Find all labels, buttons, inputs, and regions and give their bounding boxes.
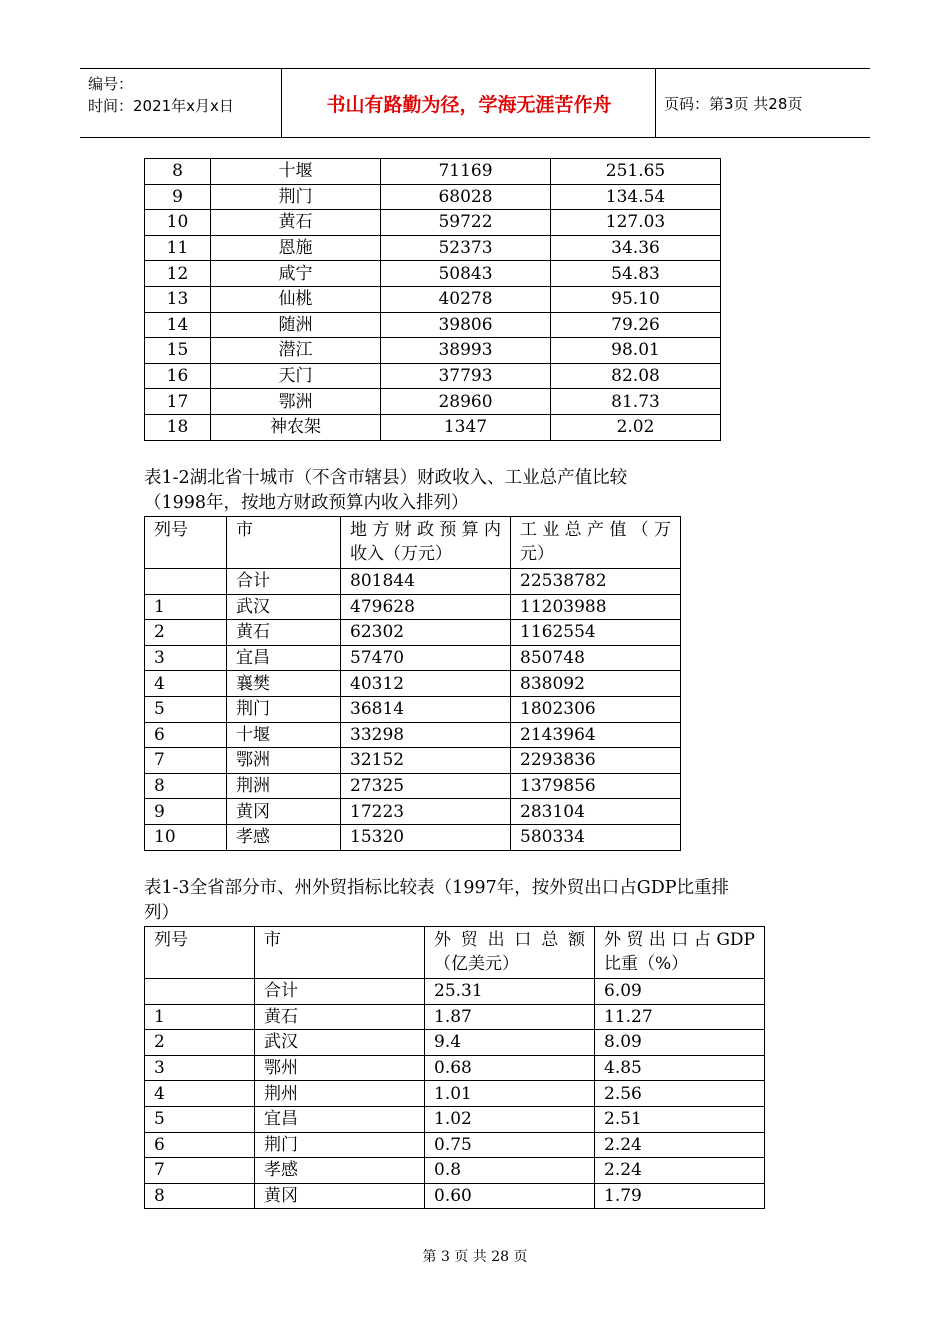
table-cell: 11.27 xyxy=(595,1004,765,1030)
table-row xyxy=(145,286,721,312)
table-cell: 潜江 xyxy=(211,338,381,364)
table-cell: 黄石 xyxy=(227,620,341,646)
table-cell: 0.68 xyxy=(425,1055,595,1081)
table-header-row xyxy=(145,517,681,569)
table-cell: 0.60 xyxy=(425,1183,595,1209)
table-cell: 3 xyxy=(145,645,227,671)
table-cell: 7 xyxy=(145,1158,255,1184)
table-row xyxy=(145,824,681,850)
table-cell: 合计 xyxy=(227,569,341,595)
table-cell: 荆门 xyxy=(211,184,381,210)
document-number-label: 编号： xyxy=(88,75,134,93)
header-revenue-line2: 收入（万元） xyxy=(350,544,452,564)
table-row xyxy=(145,620,681,646)
table-cell: 79.26 xyxy=(551,312,721,338)
table-row xyxy=(145,1030,765,1056)
table-header-row xyxy=(145,927,765,979)
table-cell: 黄石 xyxy=(255,1004,425,1030)
header-share-line1: 外贸出口占GDP xyxy=(604,930,755,950)
table-cell: 2.24 xyxy=(595,1158,765,1184)
table-cell: 81.73 xyxy=(551,389,721,415)
table-cell: 2293836 xyxy=(511,748,681,774)
table-row xyxy=(145,235,721,261)
table-cell: 10 xyxy=(145,210,211,236)
table-cell: 3 xyxy=(145,1055,255,1081)
table-cell: 40312 xyxy=(341,671,511,697)
table2-caption-line2: （1998年，按地方财政预算内收入排列） xyxy=(144,493,469,513)
page-footer: 第 3 页 共 28 页 xyxy=(422,1249,528,1265)
table-cell: 2.24 xyxy=(595,1132,765,1158)
table-cell: 4.85 xyxy=(595,1055,765,1081)
header-motto: 书山有路勤为径，学海无涯苦作舟 xyxy=(283,69,656,137)
table-cell: 8.09 xyxy=(595,1030,765,1056)
header-col-industrial-output xyxy=(511,517,681,569)
table-cell: 52373 xyxy=(381,235,551,261)
table-cell: 27325 xyxy=(341,773,511,799)
table-cell: 1.87 xyxy=(425,1004,595,1030)
table-row xyxy=(145,1055,765,1081)
header-col-number: 列号 xyxy=(145,517,227,569)
table-cell: 62302 xyxy=(341,620,511,646)
table-cell: 12 xyxy=(145,261,211,287)
table-cell: 宜昌 xyxy=(255,1106,425,1132)
table-cell: 479628 xyxy=(341,594,511,620)
table-row xyxy=(145,338,721,364)
table-cell: 6 xyxy=(145,1132,255,1158)
table-row xyxy=(145,1106,765,1132)
table-cell: 17223 xyxy=(341,799,511,825)
table-cell: 仙桃 xyxy=(211,286,381,312)
fiscal-revenue-table xyxy=(144,516,681,851)
table-cell: 宜昌 xyxy=(227,645,341,671)
header-meta xyxy=(80,69,282,137)
table-cell: 127.03 xyxy=(551,210,721,236)
table-cell: 鄂州 xyxy=(255,1055,425,1081)
table-cell: 71169 xyxy=(381,159,551,185)
table-cell: 251.65 xyxy=(551,159,721,185)
table-row xyxy=(145,696,681,722)
table-cell: 荆门 xyxy=(227,696,341,722)
table3-caption-line2: 列） xyxy=(144,903,179,923)
table-cell: 10 xyxy=(145,824,227,850)
header-col-export-total xyxy=(425,927,595,979)
table-cell: 40278 xyxy=(381,286,551,312)
table-row xyxy=(145,1132,765,1158)
header-col-revenue xyxy=(341,517,511,569)
table-cell: 黄冈 xyxy=(255,1183,425,1209)
foreign-trade-table xyxy=(144,926,765,1209)
table-row xyxy=(145,748,681,774)
table-cell: 2 xyxy=(145,620,227,646)
table-row xyxy=(145,722,681,748)
table-cell: 28960 xyxy=(381,389,551,415)
table-cell: 襄樊 xyxy=(227,671,341,697)
table-cell: 134.54 xyxy=(551,184,721,210)
header-export-line2: （亿美元） xyxy=(434,954,519,974)
table-cell: 2 xyxy=(145,1030,255,1056)
table-cell: 1802306 xyxy=(511,696,681,722)
table-cell: 15320 xyxy=(341,824,511,850)
table-cell: 39806 xyxy=(381,312,551,338)
table-cell: 838092 xyxy=(511,671,681,697)
table-row xyxy=(145,1081,765,1107)
header-page-info: 页码：第3页 共28页 xyxy=(664,94,803,113)
table-cell: 合计 xyxy=(255,979,425,1005)
table-cell: 8 xyxy=(145,159,211,185)
table-cell: 68028 xyxy=(381,184,551,210)
table-cell: 1379856 xyxy=(511,773,681,799)
table-cell: 1 xyxy=(145,594,227,620)
table-cell: 荆州 xyxy=(255,1081,425,1107)
header-col-city: 市 xyxy=(227,517,341,569)
table-cell: 武汉 xyxy=(227,594,341,620)
table-cell: 武汉 xyxy=(255,1030,425,1056)
table-cell: 8 xyxy=(145,1183,255,1209)
table-cell xyxy=(145,569,227,595)
header-col-export-share xyxy=(595,927,765,979)
table-cell: 580334 xyxy=(511,824,681,850)
table-cell: 11 xyxy=(145,235,211,261)
table-row xyxy=(145,569,681,595)
header-col-number: 列号 xyxy=(145,927,255,979)
table-row xyxy=(145,773,681,799)
table-cell: 1162554 xyxy=(511,620,681,646)
table-cell: 36814 xyxy=(341,696,511,722)
table-cell: 22538782 xyxy=(511,569,681,595)
table-cell: 1 xyxy=(145,1004,255,1030)
table-cell: 14 xyxy=(145,312,211,338)
table-cell: 天门 xyxy=(211,363,381,389)
table-cell: 荆门 xyxy=(255,1132,425,1158)
city-ranking-table xyxy=(144,158,721,441)
table-cell: 25.31 xyxy=(425,979,595,1005)
table-cell: 孝感 xyxy=(227,824,341,850)
table-cell: 黄石 xyxy=(211,210,381,236)
table3-caption-line1: 表1-3全省部分市、州外贸指标比较表（1997年，按外贸出口占GDP比重排 xyxy=(144,878,730,898)
table-cell: 神农架 xyxy=(211,414,381,440)
table-cell: 6 xyxy=(145,722,227,748)
table-cell: 随洲 xyxy=(211,312,381,338)
table-row xyxy=(145,389,721,415)
table-cell: 2143964 xyxy=(511,722,681,748)
header-output-line1: 工业总产值（万 xyxy=(520,520,671,540)
table-row xyxy=(145,184,721,210)
table-cell: 十堰 xyxy=(227,722,341,748)
table-cell: 5 xyxy=(145,1106,255,1132)
table-row xyxy=(145,159,721,185)
table-row xyxy=(145,261,721,287)
table-cell: 9 xyxy=(145,184,211,210)
header-output-line2: 元） xyxy=(520,544,554,564)
table-cell: 34.36 xyxy=(551,235,721,261)
table2-caption-line1: 表1-2湖北省十城市（不含市辖县）财政收入、工业总产值比较 xyxy=(144,468,628,488)
table-cell: 17 xyxy=(145,389,211,415)
table-cell: 95.10 xyxy=(551,286,721,312)
table-cell: 15 xyxy=(145,338,211,364)
header-export-line1: 外贸出口总额 xyxy=(434,930,585,950)
table-cell: 0.75 xyxy=(425,1132,595,1158)
table-cell: 7 xyxy=(145,748,227,774)
table-row xyxy=(145,414,721,440)
table-cell: 37793 xyxy=(381,363,551,389)
table-cell: 11203988 xyxy=(511,594,681,620)
header-col-city: 市 xyxy=(255,927,425,979)
table-cell: 57470 xyxy=(341,645,511,671)
table-cell: 18 xyxy=(145,414,211,440)
table-cell: 1347 xyxy=(381,414,551,440)
table-cell xyxy=(145,979,255,1005)
table-cell: 8 xyxy=(145,773,227,799)
table-cell: 32152 xyxy=(341,748,511,774)
table-row xyxy=(145,1158,765,1184)
table-row xyxy=(145,1183,765,1209)
table-cell: 1.01 xyxy=(425,1081,595,1107)
table-row xyxy=(145,363,721,389)
table-cell: 0.8 xyxy=(425,1158,595,1184)
table-row xyxy=(145,1004,765,1030)
header-share-line2: 比重（%） xyxy=(604,954,689,974)
table-cell: 38993 xyxy=(381,338,551,364)
table-cell: 2.56 xyxy=(595,1081,765,1107)
table-row xyxy=(145,799,681,825)
table-cell: 恩施 xyxy=(211,235,381,261)
header-revenue-line1: 地方财政预算内 xyxy=(350,520,501,540)
table-cell: 9.4 xyxy=(425,1030,595,1056)
table-cell: 黄冈 xyxy=(227,799,341,825)
table-cell: 十堰 xyxy=(211,159,381,185)
table-cell: 1.79 xyxy=(595,1183,765,1209)
table-row xyxy=(145,645,681,671)
table-cell: 16 xyxy=(145,363,211,389)
table-cell: 鄂洲 xyxy=(211,389,381,415)
table-cell: 9 xyxy=(145,799,227,825)
table-cell: 283104 xyxy=(511,799,681,825)
table-row xyxy=(145,210,721,236)
table-cell: 4 xyxy=(145,1081,255,1107)
table-cell: 6.09 xyxy=(595,979,765,1005)
table-cell: 50843 xyxy=(381,261,551,287)
table-cell: 2.02 xyxy=(551,414,721,440)
table-cell: 咸宁 xyxy=(211,261,381,287)
table-row xyxy=(145,594,681,620)
table-cell: 54.83 xyxy=(551,261,721,287)
table-row xyxy=(145,979,765,1005)
table-cell: 2.51 xyxy=(595,1106,765,1132)
table-cell: 59722 xyxy=(381,210,551,236)
table-row xyxy=(145,312,721,338)
table-cell: 850748 xyxy=(511,645,681,671)
table-cell: 4 xyxy=(145,671,227,697)
table-cell: 13 xyxy=(145,286,211,312)
table-cell: 5 xyxy=(145,696,227,722)
table-cell: 98.01 xyxy=(551,338,721,364)
page-header xyxy=(80,68,870,138)
table-cell: 1.02 xyxy=(425,1106,595,1132)
table-cell: 801844 xyxy=(341,569,511,595)
table-cell: 82.08 xyxy=(551,363,721,389)
table-row xyxy=(145,671,681,697)
table-cell: 孝感 xyxy=(255,1158,425,1184)
table-cell: 33298 xyxy=(341,722,511,748)
document-time-label: 时间：2021年x月x日 xyxy=(88,97,234,115)
table-cell: 荆洲 xyxy=(227,773,341,799)
table-cell: 鄂洲 xyxy=(227,748,341,774)
